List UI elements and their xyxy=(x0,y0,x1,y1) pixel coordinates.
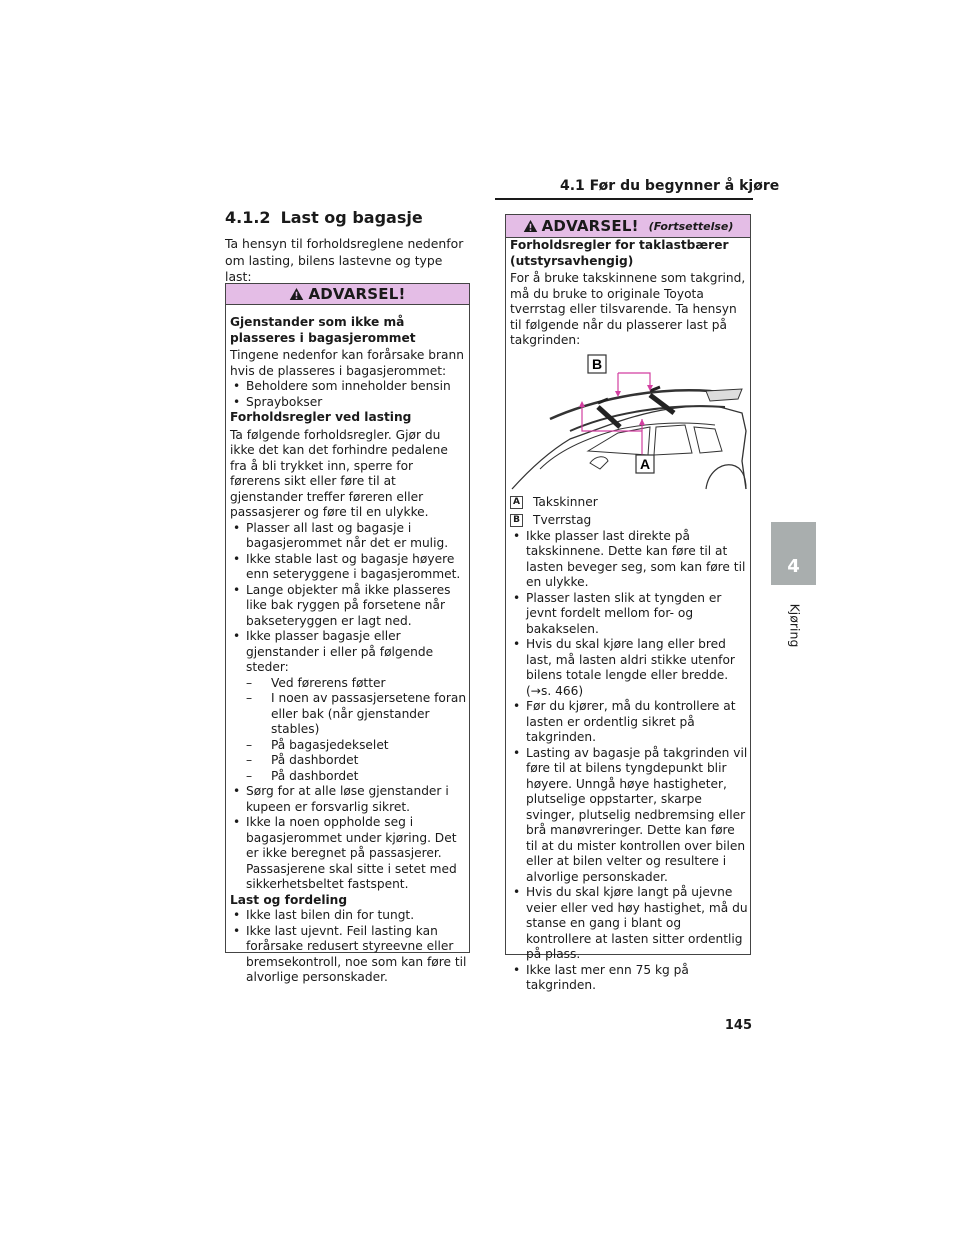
legend-text: Tverrstag xyxy=(533,513,592,527)
list-item: • Plasser all last og bagasje i bagasjerommet når det er mulig. xyxy=(230,521,467,552)
warning-title: ADVARSEL! xyxy=(541,217,639,235)
warning-header xyxy=(226,284,469,305)
dash-item: – Ved førerens føtter xyxy=(246,676,467,692)
list-item: • Ikke last mer enn 75 kg på takgrinden. xyxy=(510,963,748,994)
list-item: • Ikke plasser last direkte på takskinnene. Dette kan føre til at lasten beveger seg, som kan føre til en ulykke. xyxy=(510,529,748,591)
list-item: • Ikke last bilen din for tungt. xyxy=(230,908,467,924)
header-rule xyxy=(495,198,753,200)
list-item: • Spraybokser xyxy=(230,395,467,411)
list-item: • Lasting av bagasje på takgrinden vil føre til at bilens tyngdepunkt blir høyere. Unngå høye hastigheter, plutselige oppstarter, skarpe svinger, plutselig nedbremsing eller brå manøvreringer. Dette kan føre til at du mister kontrollen over bilen eller at bilen velter og resultere i alvorlige personskader. xyxy=(510,746,748,886)
legend-row xyxy=(510,513,748,529)
warning-box-left xyxy=(225,283,470,984)
bullet-list xyxy=(230,908,467,986)
dash-list xyxy=(246,676,467,785)
warning-content xyxy=(230,315,467,986)
section-number: 4.1.2 xyxy=(225,208,271,227)
dash-item: – I noen av passasjersetene foran eller bak (når gjenstander stables) xyxy=(246,691,467,738)
section-header: 4.1 Før du begynner å kjøre xyxy=(560,178,780,194)
list-item: • Plasser lasten slik at tyngden er jevnt fordelt mellom for- og bakakselen. xyxy=(510,591,748,638)
list-item: • Lange objekter må ikke plasseres like bak ryggen på forsetene når bakseteryggen er lagt ned. xyxy=(230,583,467,630)
list-item: • Sørg for at alle løse gjenstander i kupeen er forsvarlig sikret. xyxy=(230,784,467,815)
section-title-text: Last og bagasje xyxy=(280,208,423,227)
list-item: • Hvis du skal kjøre lang eller bred last, må lasten aldri stikke utenfor bilens totale lengde eller bredde. (→s. 466) xyxy=(510,637,748,699)
bullet-list xyxy=(230,379,467,410)
list-item: • Ikke stable last og bagasje høyere enn seteryggene i bagasjerommet. xyxy=(230,552,467,583)
legend-key: A xyxy=(510,496,523,509)
bullet-list xyxy=(510,529,748,994)
callout-a: A xyxy=(639,455,651,472)
chapter-number: 4 xyxy=(787,556,800,577)
warning-header xyxy=(506,215,750,238)
list-item xyxy=(230,629,467,784)
list-item: • Ikke last ujevnt. Feil lasting kan forårsake redusert styreevne eller bremsekontroll, noe som kan føre til alvorlige personskader. xyxy=(230,924,467,986)
warning-heading: Forholdsregler ved lasting xyxy=(230,410,412,424)
warning-triangle-icon xyxy=(289,287,304,301)
chapter-tab xyxy=(771,522,816,585)
page-number: 145 xyxy=(724,1018,752,1033)
bullet-list xyxy=(230,521,467,893)
legend-text: Takskinner xyxy=(533,494,598,509)
warning-box-right xyxy=(505,214,751,992)
warning-paragraph: Tingene nedenfor kan forårsake brann hvis de plasseres i bagasjerommet: xyxy=(230,348,464,378)
warning-triangle-icon xyxy=(523,219,538,233)
warning-heading: Gjenstander som ikke må plasseres i bagasjerommet xyxy=(230,315,416,345)
chapter-label: Kjøring xyxy=(787,603,803,648)
warning-paragraph: Ta følgende forholdsregler. Gjør du ikke det kan det forhindre pedalene fra å bli trykket inn, sperre for førerens sikt eller føre til at gjenstander treffer føreren eller passasjerer og føre til en ulykke. xyxy=(230,427,448,519)
warning-heading: Last og fordeling xyxy=(230,892,348,907)
legend-row xyxy=(510,495,748,511)
list-item: • Før du kjører, må du kontrollere at lasten er ordentlig sikret på takgrinden. xyxy=(510,699,748,746)
warning-title: ADVARSEL! xyxy=(308,285,406,303)
section-intro: Ta hensyn til forholdsreglene nedenfor om lasting, bilens lastevne og type last: xyxy=(225,236,464,284)
car-roof-illustration xyxy=(510,351,750,491)
list-item: • Hvis du skal kjøre langt på ujevne veier eller ved høy hastighet, må du stanse en gang i blant og kontrollere at lasten sitter ordentlig på plass. xyxy=(510,885,748,963)
warning-paragraph: For å bruke takskinnene som takgrind, må du bruke to originale Toyota tverrstag eller tilsvarende. Ta hensyn til følgende når du plasserer last på takgrinden: xyxy=(510,271,746,347)
dash-item: – På dashbordet xyxy=(246,769,467,785)
warning-continued: (Fortsettelse) xyxy=(648,219,734,233)
warning-heading: Forholdsregler for taklastbærer (utstyrsavhengig) xyxy=(510,238,729,268)
list-item: • Ikke la noen oppholde seg i bagasjerommet under kjøring. Det er ikke beregnet på passasjerer. Passasjerene skal sitte i setet med sikkerhetsbeltet fastspent. xyxy=(230,815,467,893)
callout-b: B xyxy=(591,355,603,372)
warning-content xyxy=(510,238,748,994)
legend-key: B xyxy=(510,514,523,527)
dash-item: – På dashbordet xyxy=(246,753,467,769)
list-item: • Beholdere som inneholder bensin xyxy=(230,379,467,395)
list-item-text: Ikke plasser bagasje eller gjenstander i eller på følgende steder: xyxy=(246,629,434,674)
dash-item: – På bagasjedekselet xyxy=(246,738,467,754)
section-title xyxy=(225,208,423,227)
roof-rack-figure xyxy=(510,351,750,491)
